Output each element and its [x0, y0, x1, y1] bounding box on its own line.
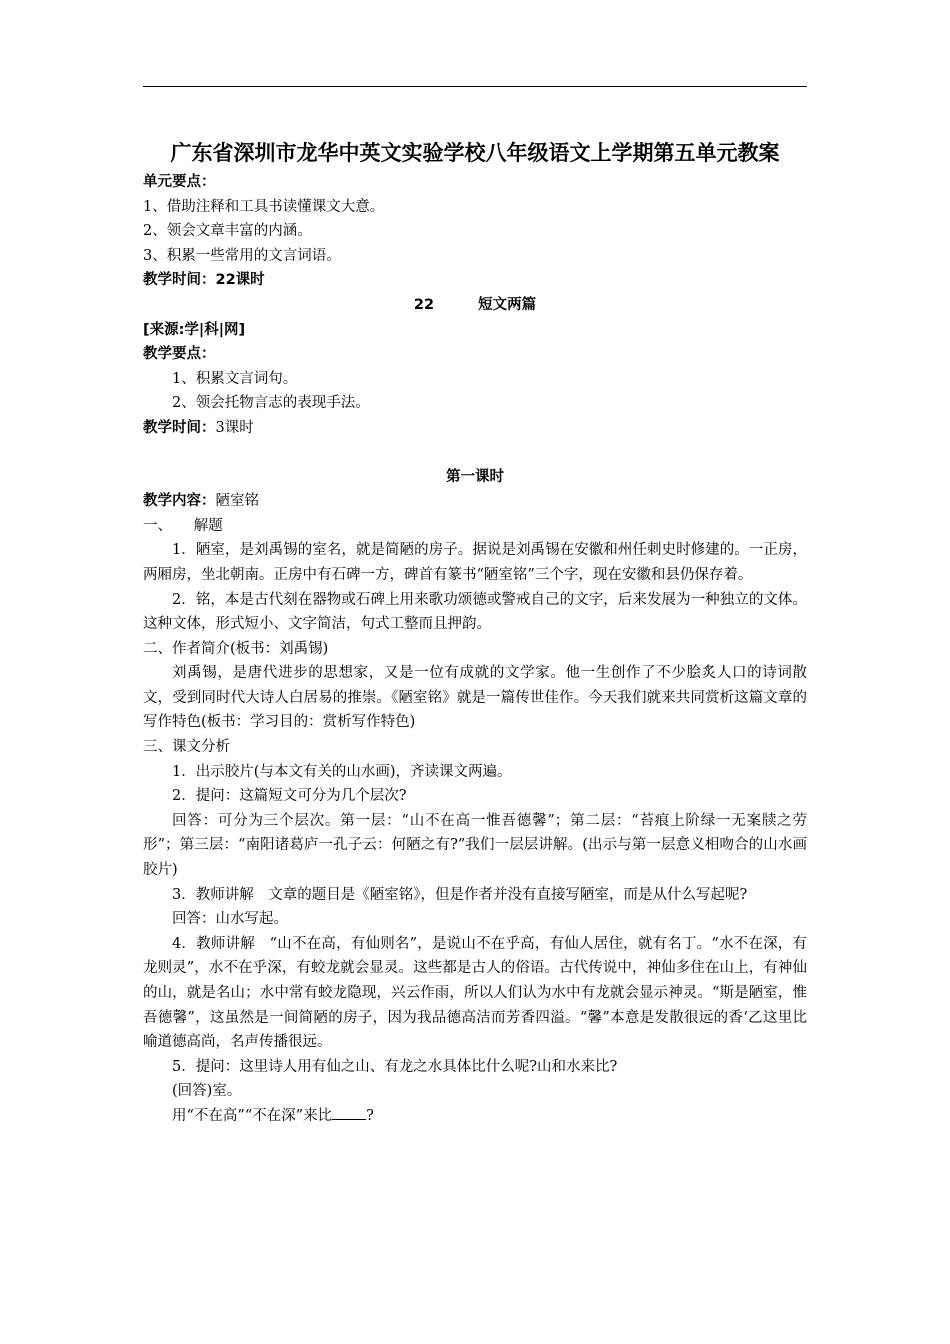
lesson-teaching-time: [143, 416, 807, 441]
unit-teaching-time: [143, 268, 807, 293]
unit-point-1: 1、借助注释和工具书读懂课文大意。: [143, 198, 385, 215]
section-1-paragraph-1: 1．陋室，是刘禹锡的室名，就是简陋的房子。据说是刘禹锡在安徽和州任刺史时修建的。一正房，两厢房，坐北朝南。正房中有石碑一方，碑首有篆书“陋室铭”三个字，现在安徽和县仍保存着。: [143, 542, 807, 583]
section-3-item-4: 3．教师讲解 文章的题目是《陋室铭》，但是作者并没有直接写陋室，而是从什么写起呢?: [172, 886, 748, 903]
unit-point-2: 2、领会文章丰富的内涵。: [143, 223, 312, 240]
period-heading: 第一课时: [446, 468, 504, 485]
lesson-point-1: 1、积累文言词句。: [172, 370, 298, 387]
lesson-point-2: 2、领会托物言志的表现手法。: [172, 395, 370, 412]
section-3-item-6: 4．教师讲解 “山不在高，有仙则名”，是说山不在乎高，有仙人居住，就有名丁。“水不在深，有龙则灵”，水不在乎深，有蛟龙就会显灵。这些都是古人的俗语。古代传说中，神仙多住在山上，有神仙的山，就是名山；水中常有蛟龙隐现，兴云作雨，所以人们认为水中有龙就会显示神灵。“斯是陋室，惟吾德馨”，这虽然是一间简陋的房子，因为我品德高洁而芳香四溢。“馨”本意是发散很远的香‘乙这里比喻道德高尚，名声传播很远。: [143, 935, 807, 1051]
section-3-item-5: 回答：山水写起。: [172, 911, 288, 928]
teaching-content: [143, 489, 807, 514]
source-tag: [来源:学|科|网]: [143, 321, 246, 338]
fill-in-prompt: 用“不在高”“不在深”来比: [172, 1107, 333, 1124]
lesson-heading: [143, 293, 807, 318]
content-label: 教学内容：: [143, 493, 216, 510]
document-title: 广东省深圳市龙华中英文实验学校八年级语文上学期第五单元教案: [170, 141, 780, 165]
lesson-time-value: 3课时: [215, 419, 254, 436]
section-3-item-3: 回答：可分为三个层次。第一层：“山不在高一惟吾德馨”；第二层：“苔痕上阶绿一无案牍之劳形”；第三层：“南阳诸葛庐一孔子云：何陋之有?”我们一层层讲解。(出示与第一层意义相吻合的山水画胶片): [143, 812, 807, 879]
unit-points-heading: 单元要点：: [143, 174, 216, 190]
section-3-item-8: (回答)室。: [172, 1083, 242, 1100]
section-1-heading: 一、 解题: [143, 517, 223, 534]
section-1-paragraph-2: 2．铭，本是古代刻在器物或石碑上用来歌功颂德或警戒自己的文字，后来发展为一种独立的文体。这种文体，形式短小、文字简洁，句式工整而且押韵。: [143, 591, 807, 633]
section-3-item-2: 2．提问：这篇短文可分为几个层次?: [172, 788, 407, 805]
section-2-paragraph-1: 刘禹锡，是唐代进步的思想家，又是一位有成就的文学家。他一生创作了不少脍炙人口的诗词散文，受到同时代大诗人白居易的推崇。《陋室铭》就是一篇传世佳作。今天我们就来共同赏析这篇文章的写作特色(板书：学习目的：赏析写作特色): [143, 665, 807, 731]
lesson-number: 22: [413, 296, 435, 313]
lesson-points-heading: 教学要点：: [143, 346, 216, 363]
fill-in-blank: [332, 1105, 366, 1120]
unit-point-3: 3、积累一些常用的文言词语。: [143, 247, 341, 264]
header-rule: [143, 86, 807, 87]
document-body: [143, 136, 807, 1129]
lesson-title: 短文两篇: [478, 296, 537, 313]
section-2-heading: 二、作者简介(板书：刘禹锡): [143, 640, 329, 657]
section-3-heading: 三、课文分析: [143, 739, 230, 756]
content-value: 陋室铭: [215, 493, 259, 510]
unit-time-label: 教学时间：: [143, 272, 216, 289]
section-3-item-1: 1．出示胶片(与本文有关的山水画)，齐读课文两遍。: [172, 763, 512, 780]
lesson-time-label: 教学时间：: [143, 419, 216, 436]
section-3-item-7: 5．提问：这里诗人用有仙之山、有龙之水具体比什么呢?山和水来比?: [172, 1058, 618, 1075]
section-3-item-9: [143, 1104, 807, 1129]
unit-time-value: 22课时: [215, 272, 265, 289]
fill-in-question-mark: ?: [366, 1107, 374, 1124]
